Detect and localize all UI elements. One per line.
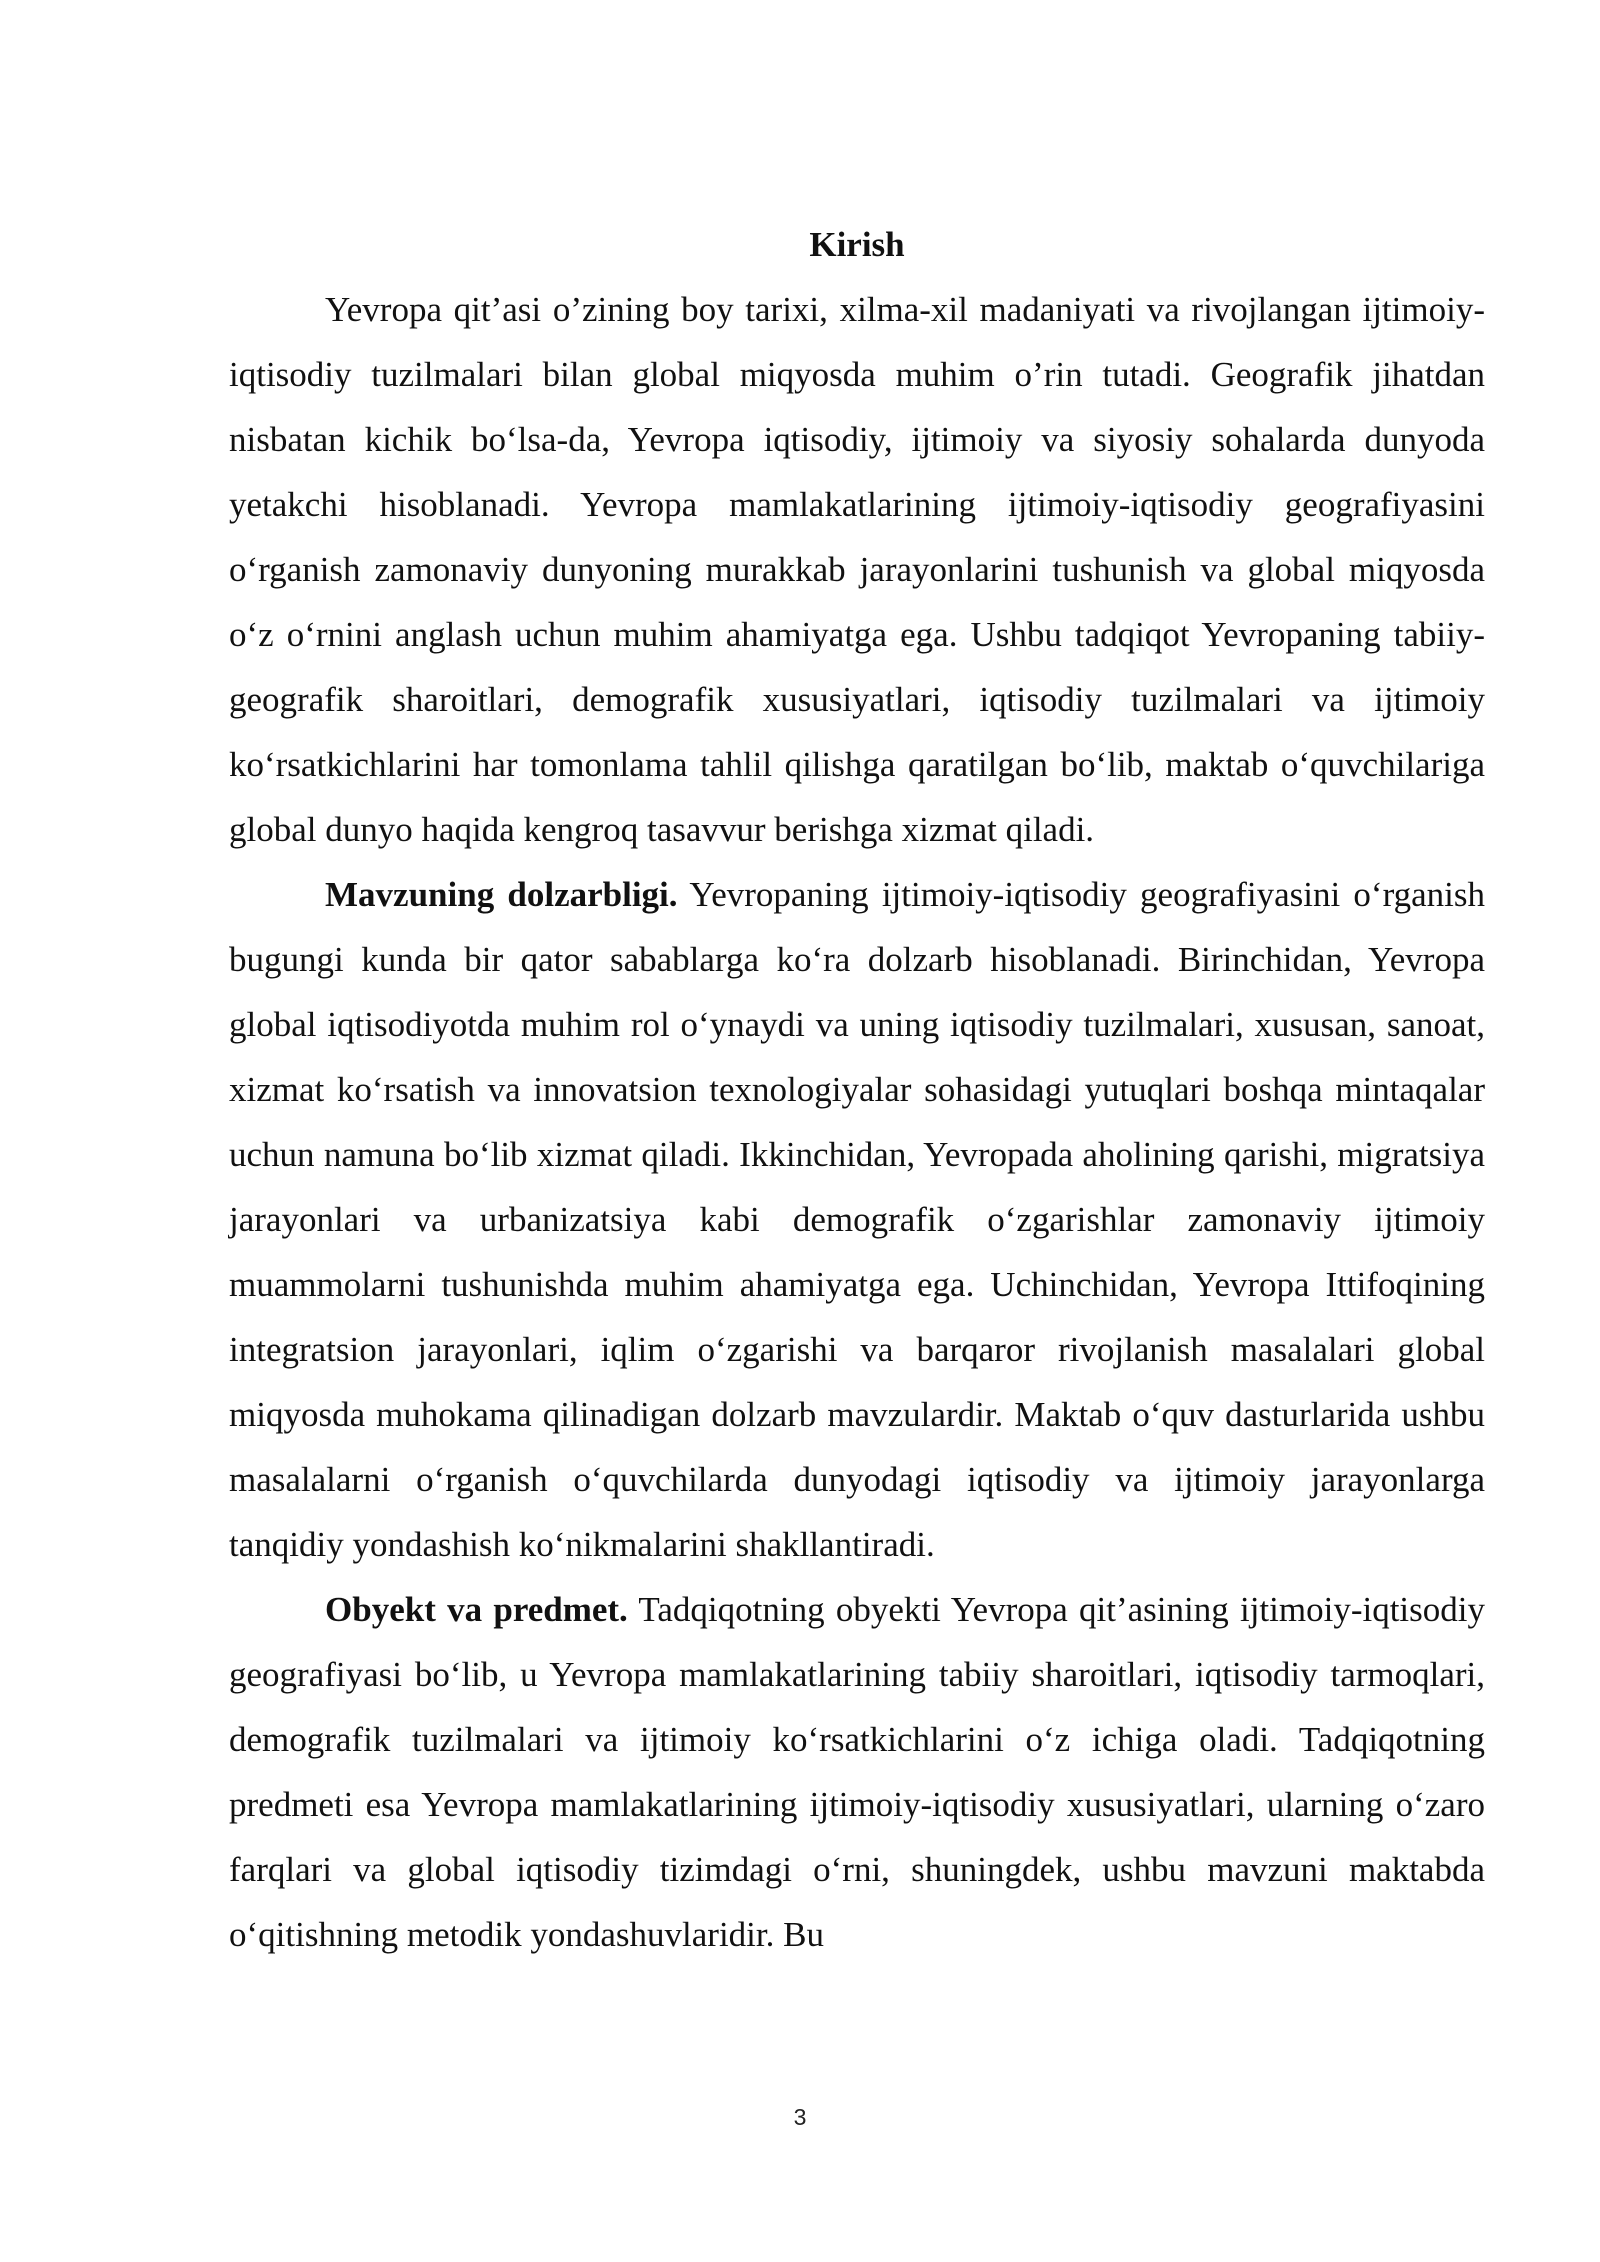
paragraph-intro bbox=[229, 277, 1485, 862]
page-title: Kirish bbox=[809, 225, 905, 264]
paragraph-lead: Mavzuning dolzarbligi. bbox=[325, 875, 678, 914]
paragraph-text: Yevropa qit’asi o’zining boy tarixi, xilma-xil madaniyati va rivojlangan ijtimoiy-iqtisodiy tuzilmalari bilan global miqyosda muhim o’rin tutadi. Geografik jihatdan nisbatan kichik bo‘lsa-da, Yevropa iqtisodiy, ijtimoiy va siyosiy sohalarda dunyoda yetakchi hisoblanadi. Yevropa mamlakatlarining ijtimoiy-iqtisodiy geografiyasini o‘rganish zamonaviy dunyoning murakkab jarayonlarini tushunish va global miqyosda o‘z o‘rnini anglash uchun muhim ahamiyatga ega. Ushbu tadqiqot Yevropaning tabiiy-geografik sharoitlari, demografik xususiyatlari, iqtisodiy tuzilmalari va ijtimoiy ko‘rsatkichlarini har tomonlama tahlil qilishga qaratilgan bo‘lib, maktab o‘quvchilariga global dunyo haqida kengroq tasavvur berishga xizmat qiladi. bbox=[229, 290, 1485, 849]
paragraph-text: Tadqiqotning obyekti Yevropa qit’asining ijtimoiy-iqtisodiy geografiyasi bo‘lib, u Yevropa mamlakatlarining tabiiy sharoitlari, iqtisodiy tarmoqlari, demografik tuzilmalari va ijtimoiy ko‘rsatkichlarini o‘z ichiga oladi. Tadqiqotning predmeti esa Yevropa mamlakatlarining ijtimoiy-iqtisodiy xususiyatlari, ularning o‘zaro farqlari va global iqtisodiy tizimdagi o‘rni, shuningdek, ushbu mavzuni maktabda o‘qitishning metodik yondashuvlaridir. Bu bbox=[229, 1590, 1485, 1954]
paragraph-object-subject bbox=[229, 1577, 1485, 1967]
paragraph-lead: Obyekt va predmet. bbox=[325, 1590, 628, 1629]
paragraph-relevance bbox=[229, 862, 1485, 1577]
document-page bbox=[229, 212, 1485, 1967]
page-number: 3 bbox=[793, 2104, 807, 2130]
paragraph-text: Yevropaning ijtimoiy-iqtisodiy geografiyasini o‘rganish bugungi kunda bir qator sabablarga ko‘ra dolzarb hisoblanadi. Birinchidan, Yevropa global iqtisodiyotda muhim rol o‘ynaydi va uning iqtisodiy tuzilmalari, xususan, sanoat, xizmat ko‘rsatish va innovatsion texnologiyalar sohasidagi yutuqlari boshqa mintaqalar uchun namuna bo‘lib xizmat qiladi. Ikkinchidan, Yevropada aholining qarishi, migratsiya jarayonlari va urbanizatsiya kabi demografik o‘zgarishlar zamonaviy ijtimoiy muammolarni tushunishda muhim ahamiyatga ega. Uchinchidan, Yevropa Ittifoqining integratsion jarayonlari, iqlim o‘zgarishi va barqaror rivojlanish masalalari global miqyosda muhokama qilinadigan dolzarb mavzulardir. Maktab o‘quv dasturlarida ushbu masalalarni o‘rganish o‘quvchilarda dunyodagi iqtisodiy va ijtimoiy jarayonlarga tanqidiy yondashish ko‘nikmalarini shakllantiradi. bbox=[229, 875, 1485, 1564]
